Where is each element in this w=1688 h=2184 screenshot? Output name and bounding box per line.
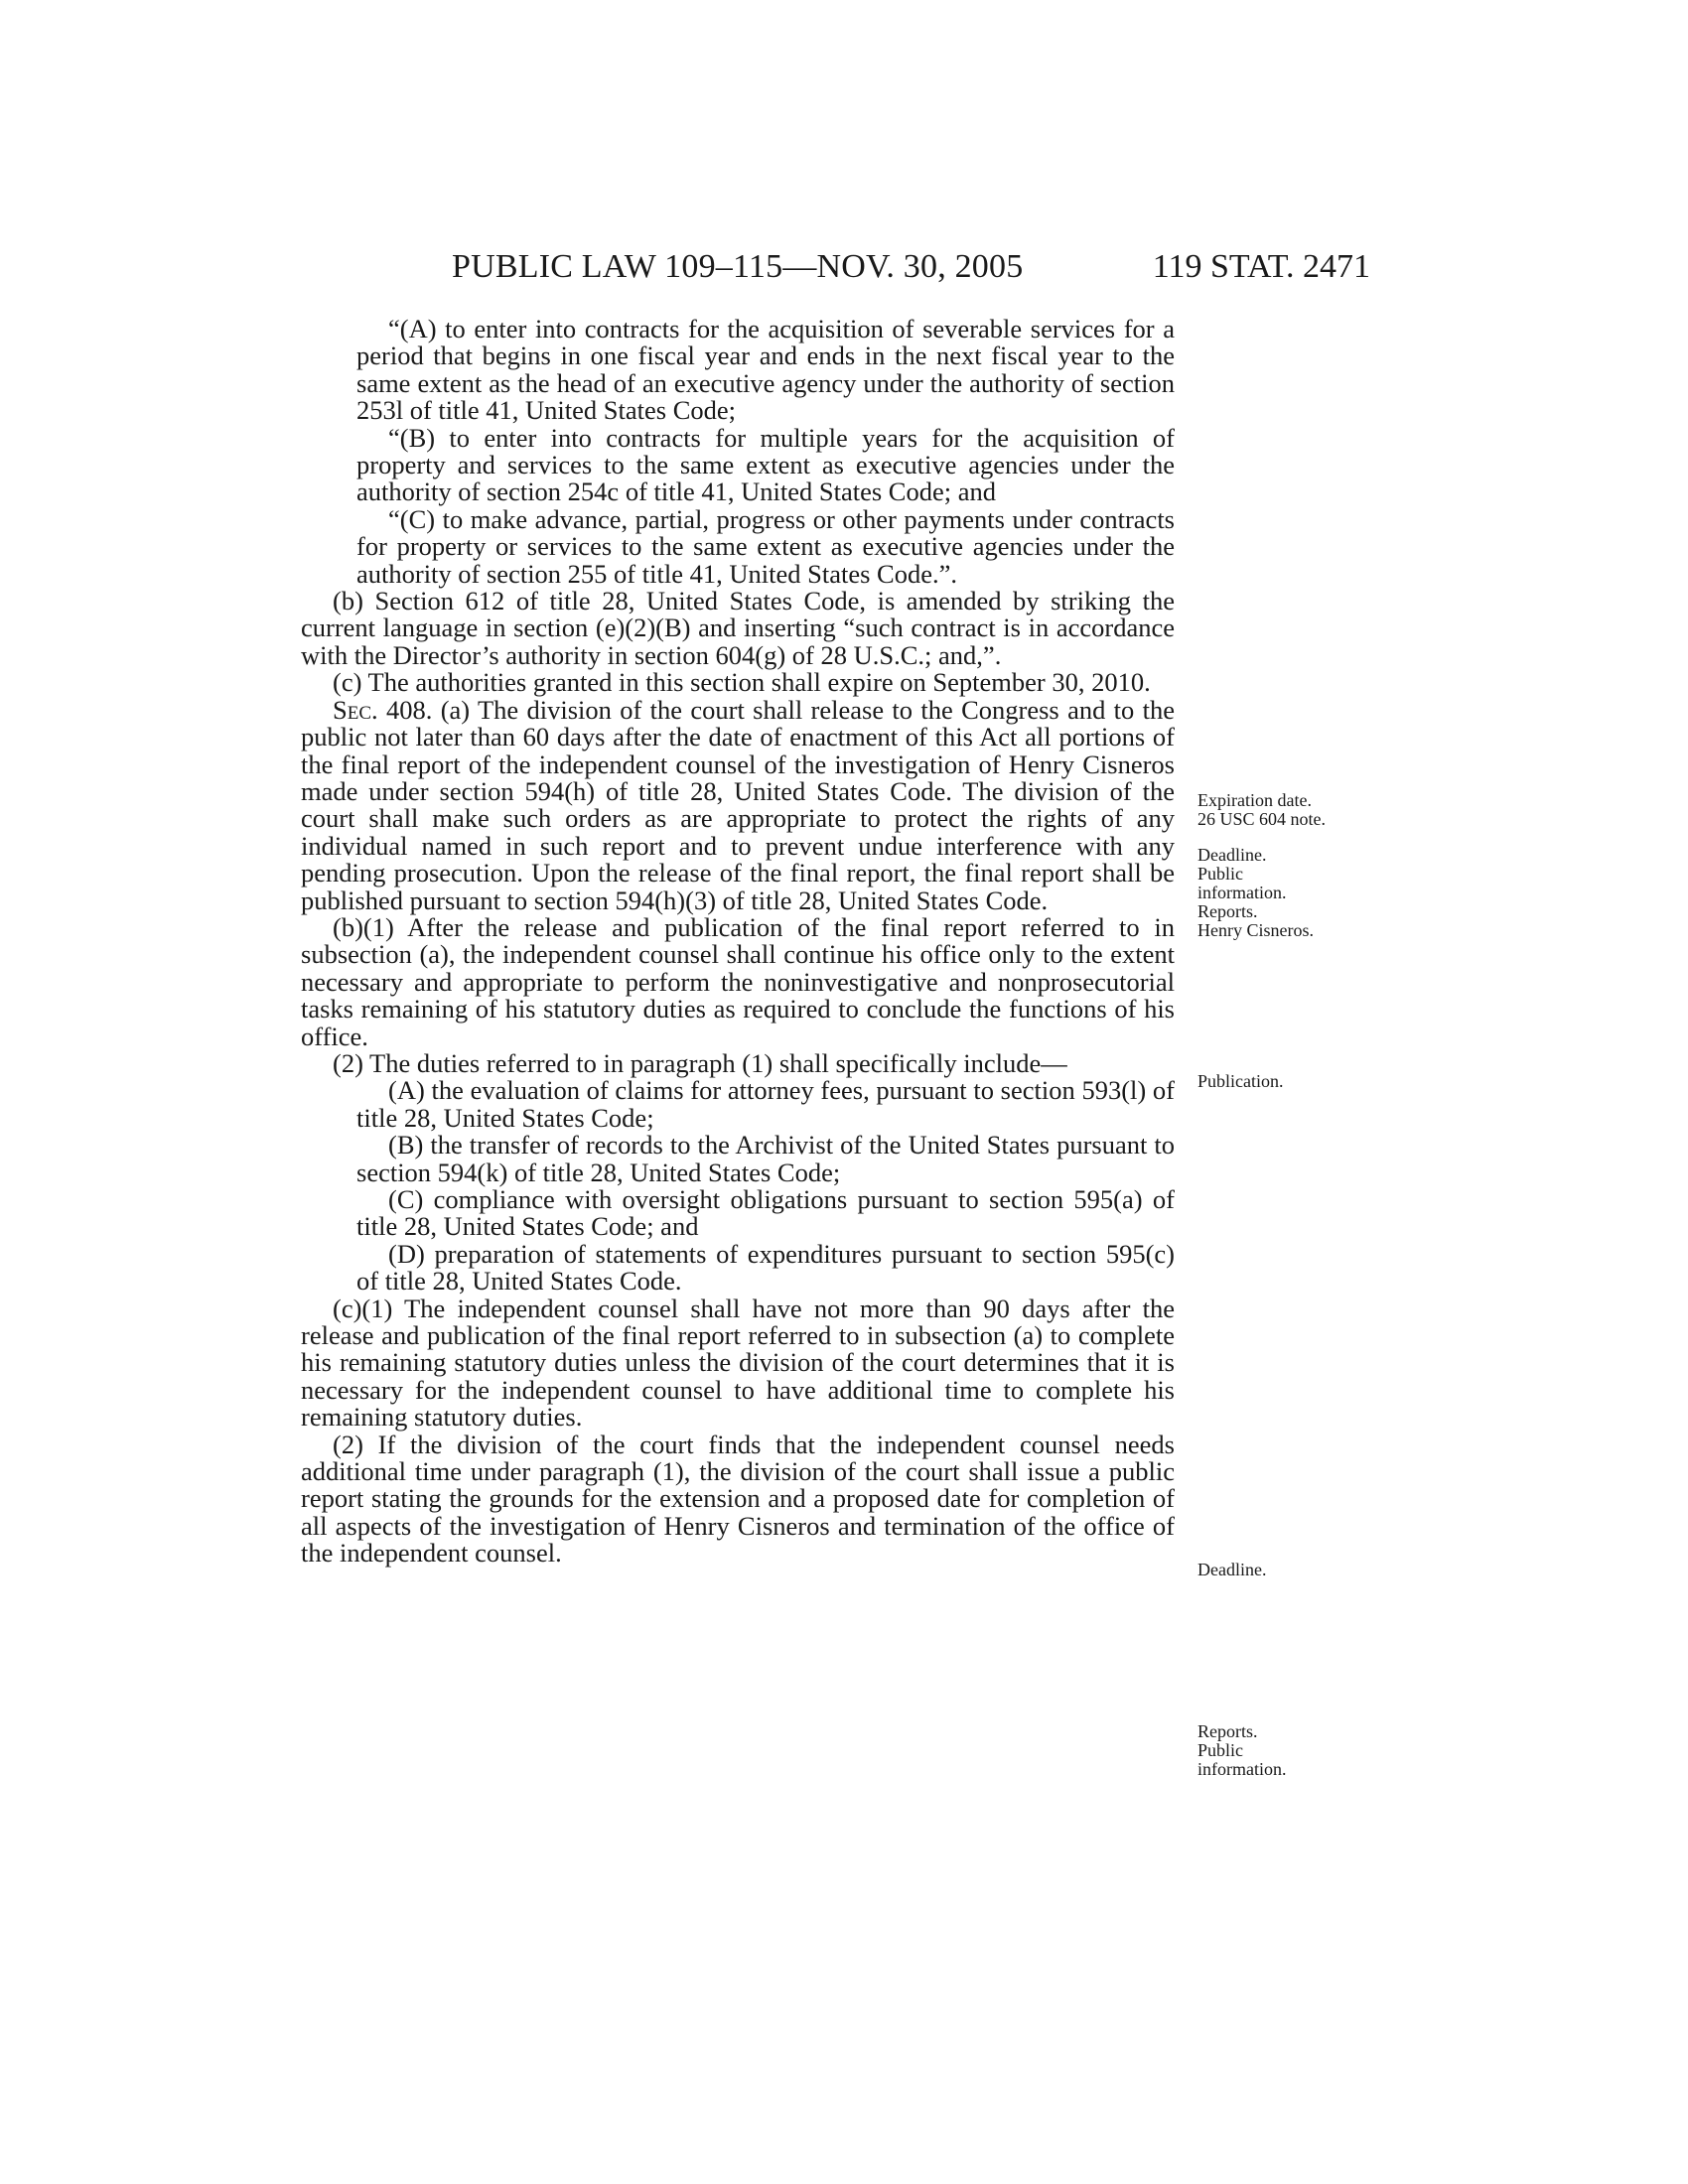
paragraph-c-advance-payments: “(C) to make advance, partial, progress or other payments under contracts for property or services to the same extent as executive agencies under the authority of section 255 of title 41, United States Code.”. — [356, 503, 1175, 589]
margin-note-deadline: Deadline. — [1197, 1560, 1267, 1579]
paragraph-b-multiple-years: “(B) to enter into contracts for multiple years for the acquisition of property and services to the same extent as executive agencies under the authority of section 254c of title 41, United States Code; and — [356, 422, 1175, 507]
section-408-a — [301, 694, 1175, 915]
duty-a-attorney-fees: (A) the evaluation of claims for attorney fees, pursuant to section 593(l) of title 28, United States Code; — [356, 1075, 1175, 1133]
subsection-b-section-612: (b) Section 612 of title 28, United States Code, is amended by striking the current language in section (e)(2)(B) and inserting “such contract is in accordance with the Director’s authority in section 604(g) of 28 U.S.C.; and,”. — [301, 586, 1175, 670]
subsection-c1-deadline: (c)(1) The independent counsel shall have not more than 90 days after the release and publication of the final report referred to in subsection (a) to complete his remaining statutory duties unless the division of the court determines that it is necessary for the independent counsel to have additional time to complete his remaining statutory duties. — [301, 1293, 1175, 1433]
statute-body — [301, 316, 1175, 1568]
margin-note-expiration: Expiration date. 26 USC 604 note. — [1197, 790, 1327, 829]
subsection-b1-continuation: (b)(1) After the release and publication of the final report referred to in subsection (a), the independent counsel shall continue his office only to the extent necessary and appropriate to perform the noninvestigative and nonprosecutorial tasks remaining of his statutory duties as required to conclude the functions of his office. — [301, 911, 1175, 1051]
section-label: Sec. — [333, 694, 378, 725]
paragraph-a-severable-services: “(A) to enter into contracts for the acquisition of severable services for a period that begins in one fiscal year and ends in the next fiscal year to the same extent as the head of an executive agency under the authority of section 253l of title 41, United States Code; — [356, 314, 1175, 426]
subsection-c-expiration: (c) The authorities granted in this section shall expire on September 30, 2010. — [333, 667, 1151, 698]
duty-b-transfer-records: (B) the transfer of records to the Archivist of the United States pursuant to section 594(k) of title 28, United States Code; — [356, 1130, 1175, 1187]
duty-d-expenditures: (D) preparation of statements of expenditures pursuant to section 595(c) of title 28, United States Code. — [356, 1238, 1175, 1297]
duty-c-oversight: (C) compliance with oversight obligations pursuant to section 595(a) of title 28, United States Code; and — [356, 1184, 1175, 1242]
subsection-b2-duties: (2) The duties referred to in paragraph (1) shall specifically include— — [333, 1047, 1067, 1078]
page-header-title: PUBLIC LAW 109–115—NOV. 30, 2005 — [452, 248, 1024, 285]
margin-note-deadline-public-info: Deadline. Public information. Reports. Henry Cisneros. — [1197, 845, 1314, 940]
subsection-c2-extension: (2) If the division of the court finds that the independent counsel needs additional time under paragraph (1), the division of the court shall issue a public report stating the grounds for the extension and a proposed date for completion of all aspects of the investigation of Henry Cisneros and termination of the office of the independent counsel. — [301, 1429, 1175, 1569]
page-header-stat-number: 119 STAT. 2471 — [1152, 248, 1370, 285]
margin-note-publication: Publication. — [1197, 1071, 1284, 1091]
margin-note-reports-public-info: Reports. Public information. — [1197, 1721, 1287, 1779]
section-408-a-text: 408. (a) The division of the court shall release to the Congress and to the public not later than 60 days after the date of enactment of this Act all portions of the final report of the independent counsel of the investigation of Henry Cisneros made under section 594(h) of title 28, United States Code. The division of the court shall make such orders as are appropriate to protect the rights of any individual named in such report and to prevent undue interference with any pending prosecution. Upon the release of the final report, the final report shall be published pursuant to section 594(h)(3) of title 28, United States Code. — [301, 694, 1175, 915]
